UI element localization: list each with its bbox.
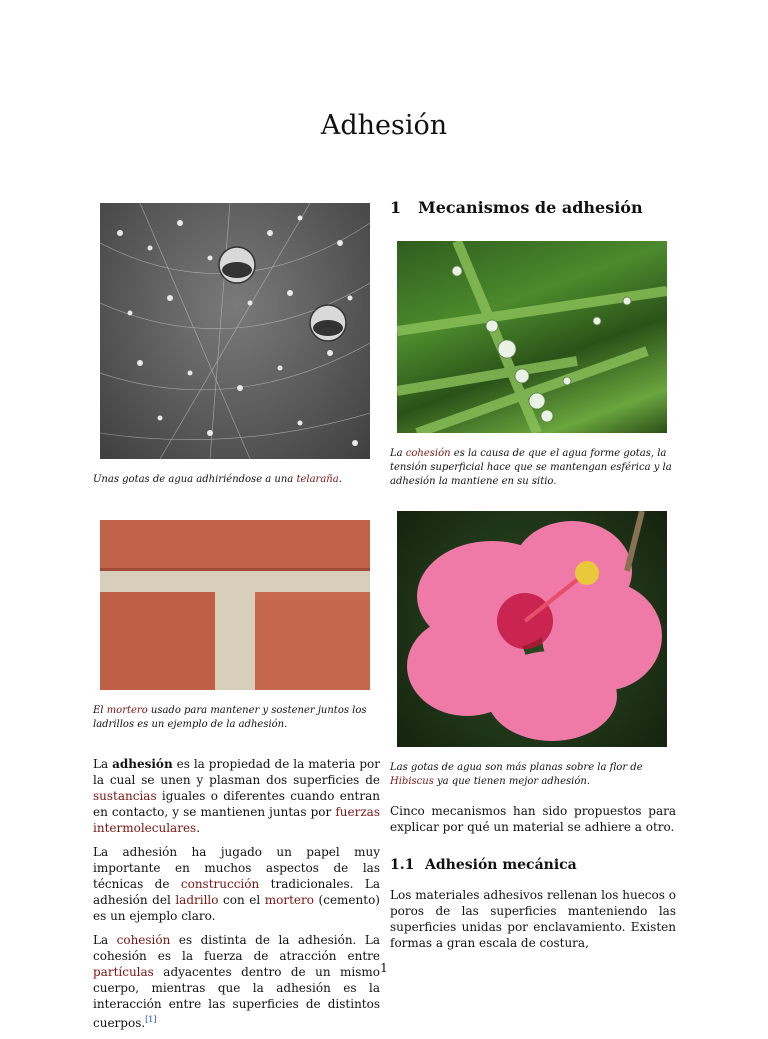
brick-caption bbox=[93, 704, 380, 732]
paragraph-intro bbox=[93, 756, 380, 836]
text: La bbox=[93, 933, 117, 947]
caption-text: La bbox=[390, 448, 406, 459]
section-number: 1 bbox=[390, 198, 402, 217]
left-column bbox=[93, 203, 380, 1039]
section-heading bbox=[390, 198, 676, 217]
sustancias-link[interactable]: sustancias bbox=[93, 789, 157, 803]
grass-caption bbox=[390, 447, 676, 489]
spiderweb-drawing bbox=[100, 203, 370, 459]
construccion-link[interactable]: construcción bbox=[180, 877, 260, 891]
text: . bbox=[196, 821, 201, 835]
left-body-text bbox=[93, 756, 380, 1031]
cohesion-caption-link[interactable]: cohesión bbox=[405, 448, 451, 459]
right-column bbox=[390, 198, 676, 959]
text: La adhesión ha jugado un papel muy importante en muchos aspectos de las técnicas de bbox=[93, 845, 380, 891]
hibiscus-image bbox=[397, 511, 667, 747]
section-title: Mecanismos de adhesión bbox=[418, 198, 643, 217]
text: iguales o diferentes cuando entran en contacto, y se mantienen juntas por bbox=[93, 789, 380, 819]
hibiscus-caption bbox=[390, 761, 676, 789]
text: (cemento) es un ejemplo claro. bbox=[93, 893, 380, 923]
page-title: Adhesión bbox=[320, 110, 448, 141]
web-caption bbox=[93, 473, 380, 487]
caption-text: usado para mantener y sostener juntos los ladrillos es un ejemplo de la adhesión. bbox=[93, 705, 367, 730]
text: tradicionales. La adhesión del bbox=[93, 877, 381, 907]
caption-text: El bbox=[93, 705, 107, 716]
grass-droplets-image bbox=[397, 241, 667, 433]
text: es distinta de la adhesión. La cohesión es la fuerza de atracción entre bbox=[93, 933, 380, 963]
ladrillo-link[interactable]: ladrillo bbox=[175, 893, 219, 907]
paragraph-mechanisms: Cinco mecanismos han sido propuestos para explicar por qué un material se adhiere a otro. bbox=[390, 804, 676, 834]
spiderweb-image bbox=[100, 203, 370, 459]
reference-link[interactable]: [1] bbox=[145, 1015, 157, 1024]
brick-drawing bbox=[100, 520, 370, 690]
text: La bbox=[93, 757, 113, 771]
mortero-link[interactable]: mortero bbox=[106, 705, 148, 716]
subsection-title: Adhesión mecánica bbox=[425, 857, 577, 873]
paragraph-cohesion bbox=[93, 932, 380, 1031]
paragraph-construction bbox=[93, 844, 380, 924]
subsection-number: 1.1 bbox=[390, 857, 415, 873]
caption-text: . bbox=[338, 474, 342, 485]
cohesion-link[interactable]: cohesión bbox=[116, 933, 171, 947]
telarana-link[interactable]: telaraña bbox=[296, 474, 339, 485]
hibiscus-drawing bbox=[397, 511, 667, 747]
caption-text: Unas gotas de agua adhiriéndose a una bbox=[93, 474, 297, 485]
hibiscus-link[interactable]: Hibiscus bbox=[390, 776, 434, 787]
text: es la propiedad de la materia por la cual se unen y plasman dos superficies de bbox=[93, 757, 381, 787]
caption-text: ya que tienen mejor adhesión. bbox=[433, 776, 591, 787]
text: con el bbox=[218, 893, 265, 907]
caption-text: Las gotas de agua son más planas sobre la flor de bbox=[390, 762, 643, 773]
paragraph-mechanical: Los materiales adhesivos rellenan los huecos o poros de las superficies manteniendo las superficies unidas por enclavamiento. Existen formas a gran escala de costura, bbox=[390, 888, 676, 950]
page-number: 1 bbox=[380, 961, 388, 975]
particulas-link[interactable]: partículas bbox=[93, 965, 154, 979]
subsection-heading bbox=[390, 857, 676, 873]
brick-image bbox=[100, 520, 370, 690]
bold-term: adhesión bbox=[112, 757, 173, 771]
text: adyacentes dentro de un mismo cuerpo, mientras que la adhesión es la interacción entre las superficies de distintos cuerpos. bbox=[93, 965, 380, 1030]
grass-drawing bbox=[397, 241, 667, 433]
caption-text: es la causa de que el agua forme gotas, la tensión superficial hace que se mantengan esférica y la adhesión la mantiene en su sitio. bbox=[390, 448, 672, 487]
mortero-body-link[interactable]: mortero bbox=[264, 893, 314, 907]
fuerzas-intermoleculares-link[interactable]: fuerzas intermoleculares bbox=[93, 805, 380, 835]
